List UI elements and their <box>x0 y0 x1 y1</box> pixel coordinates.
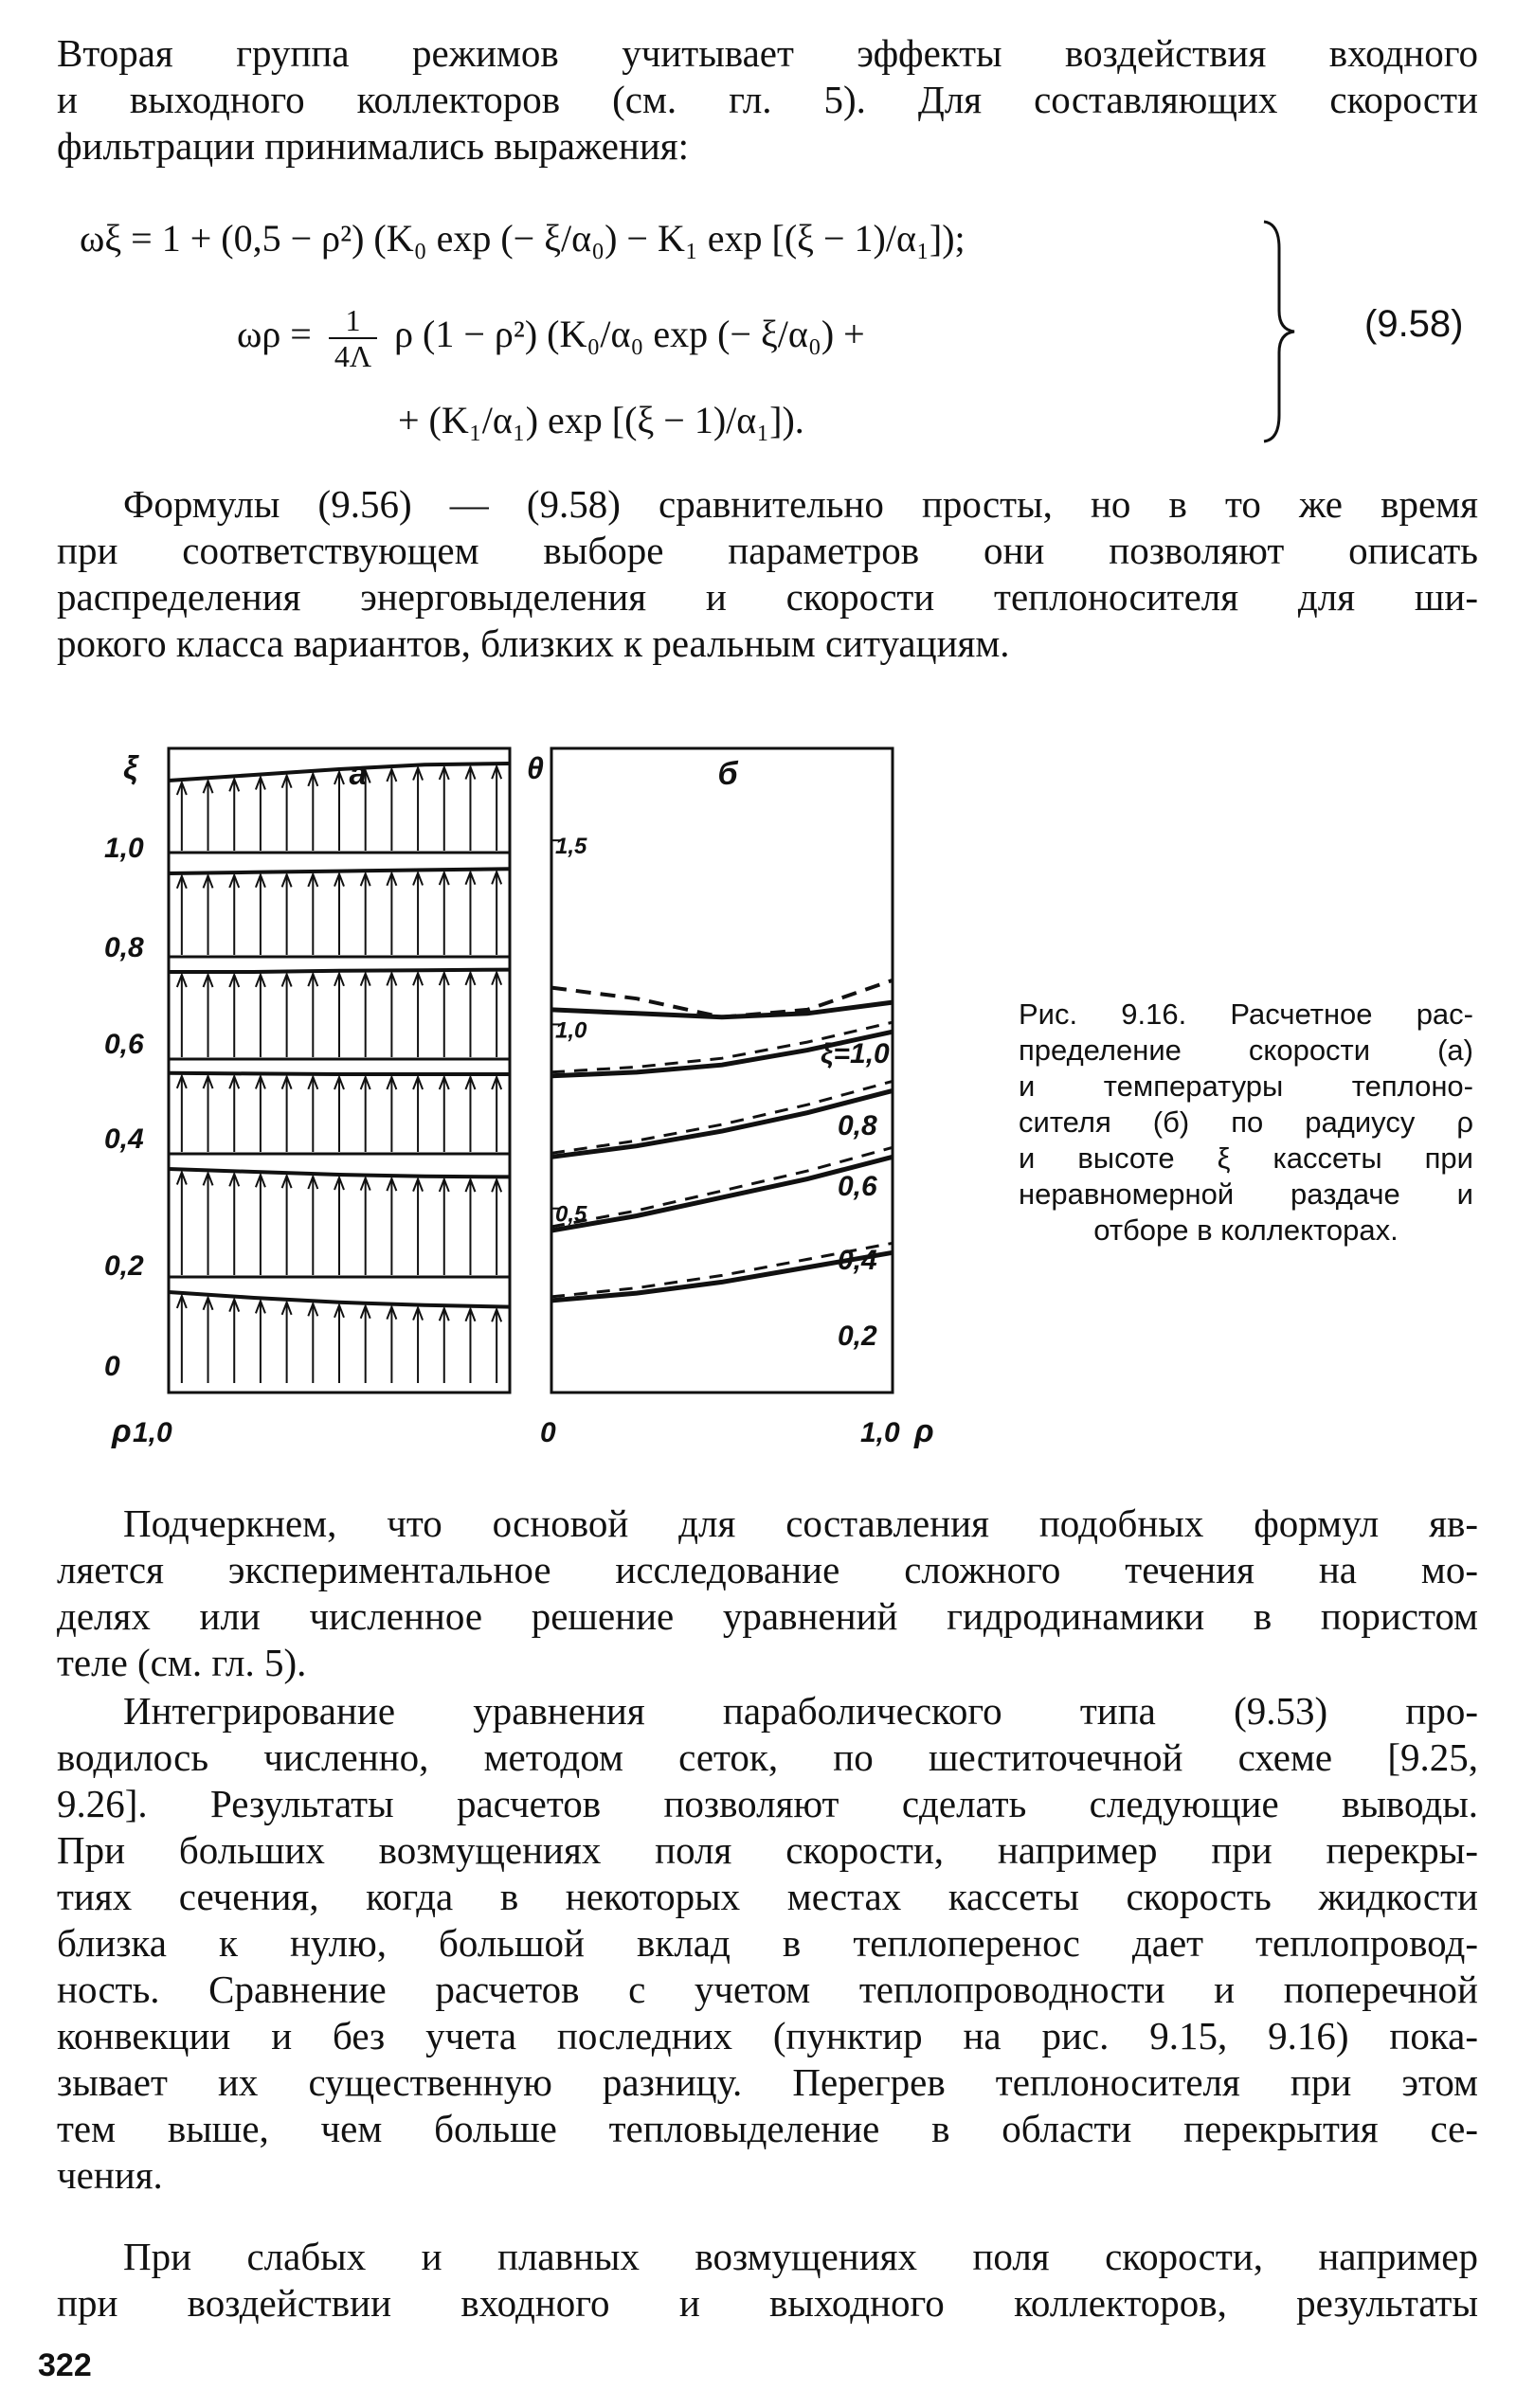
text-line: При слабых и плавных возмущениях поля скорости, например <box>123 2235 1478 2278</box>
velocity-profile-curve <box>169 1073 510 1074</box>
text-line: фильтрации принимались выражения: <box>57 124 690 168</box>
axis-label-xi: ξ <box>123 750 138 786</box>
tick-label: 0,4 <box>104 1123 144 1155</box>
text-line: тем выше, чем больше тепловыделение в области перекрытия се- <box>57 2107 1478 2150</box>
formula-line-2-rhs: ρ (1 − ρ²) (K₀/α₀ exp (− ξ/α₀) + <box>394 313 865 356</box>
axis-label-theta: θ <box>527 751 544 785</box>
text-line: Формулы (9.56) — (9.58) сравнительно просты, но в то же время <box>123 482 1478 526</box>
text-line: зывает их существенную разницу. Перегрев теплоносителя при этом <box>57 2060 1478 2104</box>
page-number: 322 <box>38 2347 92 2383</box>
axis-label-rho: ρ <box>112 1413 132 1449</box>
text-line: Подчеркнем, что основой для составления подобных формул яв- <box>123 1501 1478 1545</box>
paragraph-5 <box>57 2234 1478 2327</box>
caption-line: отборе в коллекторах. <box>1093 1213 1399 1247</box>
formula-line-3: + (K₁/α₁) exp [(ξ − 1)/α₁]). <box>398 399 804 441</box>
curve-label: 0,8 <box>838 1110 877 1141</box>
caption-line: неравномерной раздаче и <box>1019 1177 1473 1211</box>
text-line: Вторая группа режимов учитывает эффекты воздействия входного <box>57 31 1478 75</box>
tick-label: 1,0 <box>133 1417 172 1448</box>
text-line: 9.26]. Результаты расчетов позволяют сделать следующие выводы. <box>57 1782 1478 1825</box>
tick-label: 0,2 <box>104 1250 144 1282</box>
panel-b <box>527 748 934 1449</box>
text-line: ность. Сравнение расчетов с учетом теплопроводности и поперечной <box>57 1968 1478 2011</box>
fraction-numerator: 1 <box>329 303 377 339</box>
equation-number: (9.58) <box>1364 303 1464 345</box>
text-line: теле (см. гл. 5). <box>57 1641 307 1684</box>
fraction-denominator: 4Λ <box>334 339 372 373</box>
tick-label: 1,5 <box>555 834 587 860</box>
tick-label: 0,6 <box>104 1029 144 1060</box>
tick-label: 1,0 <box>860 1417 900 1448</box>
temperature-curve <box>551 1002 893 1017</box>
panel-a-label: а <box>349 756 368 792</box>
caption-line: сителя (б) по радиусу ρ <box>1019 1105 1473 1139</box>
tick-label: 0 <box>540 1417 556 1448</box>
caption-line: Рис. 9.16. Расчетное рас- <box>1019 997 1473 1031</box>
tick-label: 1,0 <box>104 833 144 864</box>
text-line: конвекции и без учета последних (пунктир на рис. 9.15, 9.16) пока- <box>57 2014 1478 2058</box>
axis-label-rho: ρ <box>914 1413 934 1449</box>
text-line: близка к нулю, большой вклад в теплоперенос дает теплопровод- <box>57 1921 1478 1965</box>
text-line: Интегрирование уравнения параболического типа (9.53) про- <box>123 1689 1478 1733</box>
text-line: ляется экспериментальное исследование сложного течения на мо- <box>57 1548 1478 1591</box>
curve-label: 0,2 <box>838 1321 877 1352</box>
curve-label: 0,6 <box>838 1171 877 1202</box>
text-line: чения. <box>57 2153 163 2197</box>
figure-caption <box>1019 997 1473 1249</box>
caption-line: и высоте ξ кассеты при <box>1019 1141 1473 1175</box>
text-line: при соответствующем выборе параметров они позволяют описать <box>57 529 1478 572</box>
panel-a <box>104 748 510 1449</box>
text-line: водилось численно, методом сеток, по шеститочечной схеме [9.25, <box>57 1735 1478 1779</box>
curve-label: ξ=1,0 <box>821 1038 890 1069</box>
text-line: делях или численное решение уравнений гидродинамики в пористом <box>57 1594 1478 1638</box>
text-line: рокого класса вариантов, близких к реальным ситуациям. <box>57 621 1010 665</box>
formula-line-2-lhs: ωρ = <box>237 313 312 356</box>
curve-label: 0,4 <box>838 1245 877 1276</box>
paragraph-4 <box>57 1688 1478 2199</box>
text-line: тиях сечения, когда в некоторых местах кассеты скорость жидкости <box>57 1875 1478 1918</box>
text-line: и выходного коллекторов (см. гл. 5). Для составляющих скорости <box>57 78 1478 121</box>
paragraph-3 <box>57 1501 1478 1686</box>
tick-label: 0 <box>104 1351 120 1382</box>
formula-line-1: ωξ = 1 + (0,5 − ρ²) (K₀ exp (− ξ/α₀) − K₁ exp [(ξ − 1)/α₁]); <box>80 217 966 260</box>
tick-label: 1,0 <box>555 1017 587 1044</box>
tick-label: 0,5 <box>555 1201 587 1228</box>
caption-line: пределение скорости (а) <box>1019 1033 1473 1067</box>
text-line: При больших возмущениях поля скорости, например при перекры- <box>57 1828 1478 1872</box>
caption-line: и температуры теплоно- <box>1019 1069 1473 1103</box>
panel-b-label: б <box>717 756 738 792</box>
tick-label: 0,8 <box>104 932 144 963</box>
text-line: распределения энерговыделения и скорости теплоносителя для ши- <box>57 575 1478 619</box>
text-line: при воздействии входного и выходного коллекторов, результаты <box>57 2281 1478 2325</box>
